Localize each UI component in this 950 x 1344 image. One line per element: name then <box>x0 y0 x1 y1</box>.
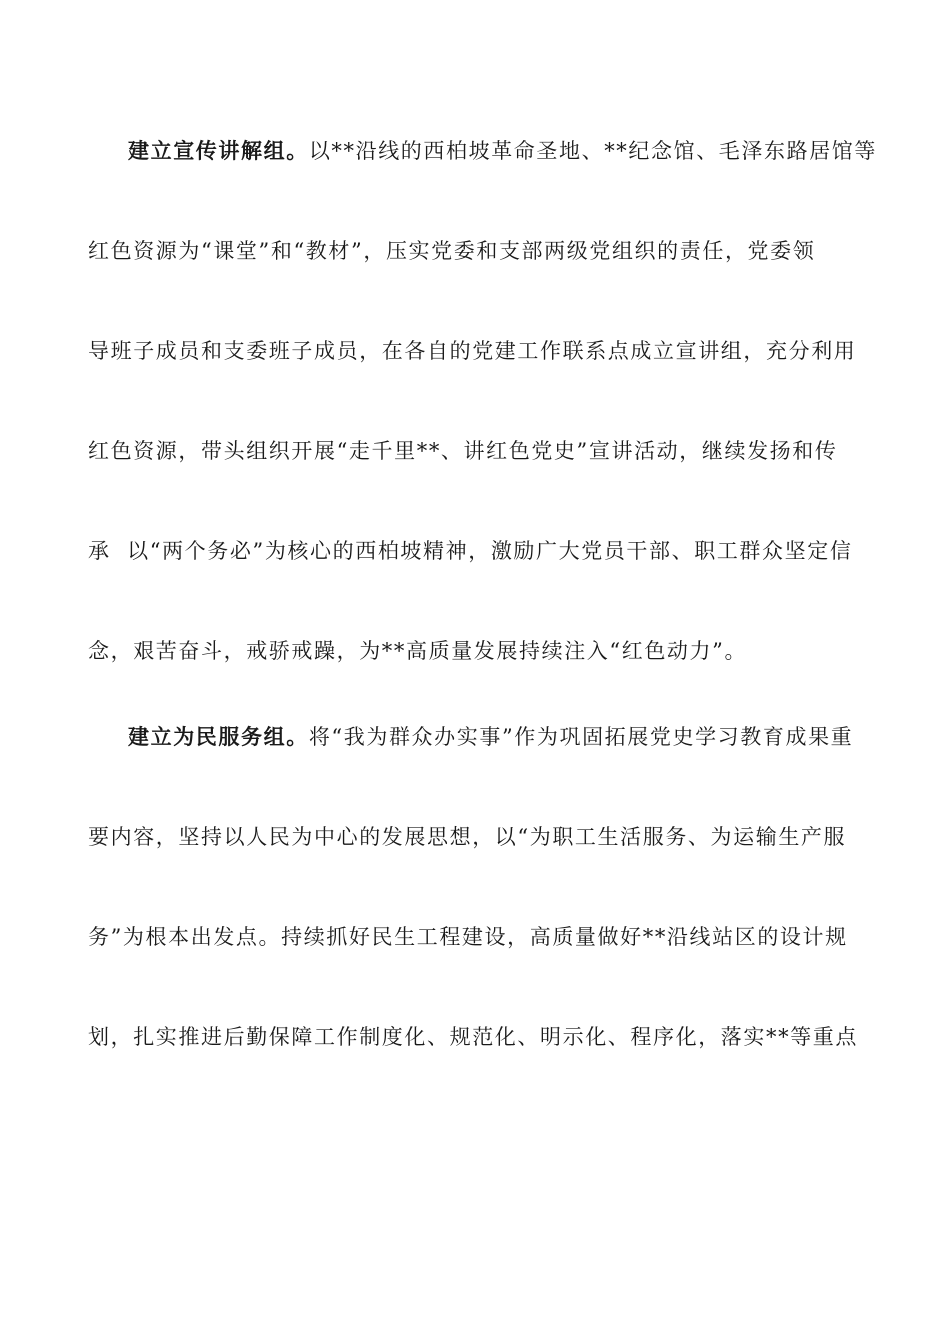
paragraph-2-line-2: 要内容，坚持以人民为中心的发展思想，以“为职工生活服务、为运输生产服 <box>88 825 847 849</box>
paragraph-2-text: 将“我为群众办实事”作为巩固拓展党史学习教育成果重 <box>308 725 854 749</box>
paragraph-1-line-5: 承 以“两个务必”为核心的西柏坡精神，激励广大党员干部、职工群众坚定信 <box>88 539 853 563</box>
paragraph-1-line-1 <box>128 136 878 166</box>
paragraph-2-heading: 建立为民服务组。 <box>128 724 309 749</box>
paragraph-1-heading: 建立宣传讲解组。 <box>128 138 309 163</box>
paragraph-2-line-4: 划，扎实推进后勤保障工作制度化、规范化、明示化、程序化，落实**等重点 <box>88 1025 858 1049</box>
paragraph-1-line-2: 红色资源为“课堂”和“教材”，压实党委和支部两级党组织的责任，党委领 <box>88 239 816 263</box>
paragraph-2-line-3: 务”为根本出发点。持续抓好民生工程建设，高质量做好**沿线站区的设计规 <box>88 925 848 949</box>
paragraph-1-text: 以**沿线的西柏坡革命圣地、**纪念馆、毛泽东路居馆等 <box>308 139 878 163</box>
paragraph-1-line-6: 念，艰苦奋斗，戒骄戒躁，为**高质量发展持续注入“红色动力”。 <box>88 639 748 663</box>
paragraph-2-line-1 <box>128 722 868 752</box>
paragraph-1-line-3: 导班子成员和支委班子成员，在各自的党建工作联系点成立宣讲组，充分利用 <box>88 339 857 363</box>
paragraph-1-line-4: 红色资源，带头组织开展“走千里**、讲红色党史”宣讲活动，继续发扬和传 <box>88 439 838 463</box>
